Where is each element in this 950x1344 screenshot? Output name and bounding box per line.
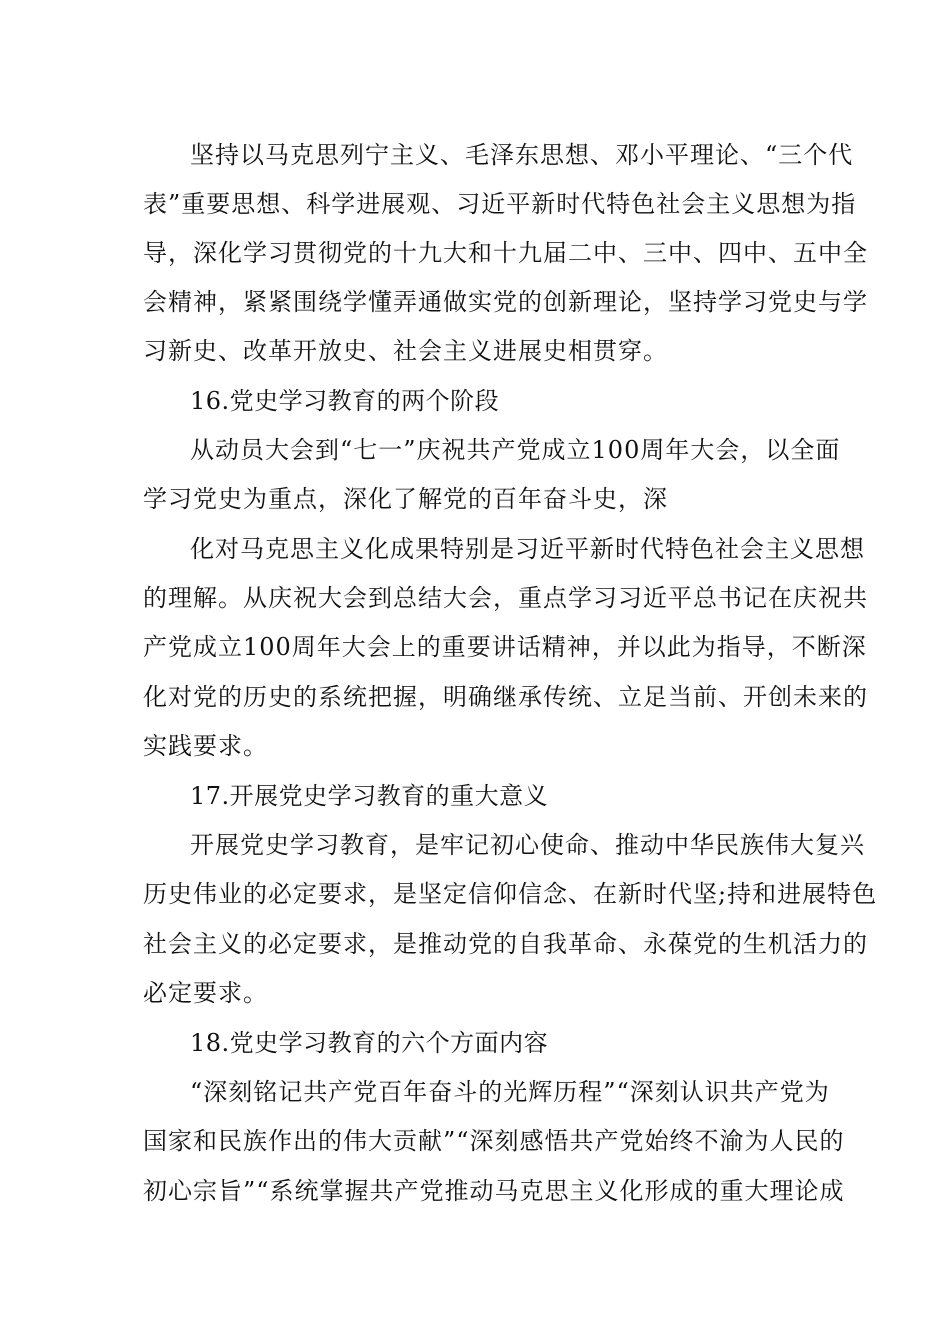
- paragraph-line: 实践要求。: [143, 732, 268, 760]
- paragraph-line: 坚持以马克思列宁主义、毛泽东思想、邓小平理论、“三个代: [190, 141, 854, 169]
- paragraph-line: 产党成立100周年大会上的重要讲话精神，并以此为指导，不断深: [143, 633, 867, 661]
- paragraph-line: 国家和民族作出的伟大贡献”“深刻感悟共产党始终不渝为人民的: [143, 1127, 845, 1155]
- paragraph-line: 化对党的历史的系统把握，明确继承传统、立足当前、开创未来的: [143, 683, 868, 711]
- paragraph-line: 开展党史学习教育，是牢记初心使命、推动中华民族伟大复兴: [190, 831, 865, 859]
- paragraph-line: 会精神，紧紧围绕学懂弄通做实党的创新理论，坚持学习党史与学: [143, 288, 868, 316]
- paragraph-line: 学习党史为重点，深化了解党的百年奋斗史，深: [143, 485, 668, 513]
- paragraph-line: 社会主义的必定要求，是推动党的自我革命、永葆党的生机活力的: [143, 930, 868, 958]
- paragraph-line: 从动员大会到“七一”庆祝共产党成立100周年大会，以全面: [190, 436, 841, 464]
- paragraph-line: 初心宗旨”“系统掌握共产党推动马克思主义化形成的重大理论成: [143, 1177, 845, 1205]
- paragraph-line: 习新史、改革开放史、社会主义进展史相贯穿。: [143, 337, 668, 365]
- paragraph-line: 表”重要思想、科学进展观、习近平新时代特色社会主义思想为指: [143, 190, 857, 218]
- paragraph-line: 必定要求。: [143, 979, 268, 1007]
- paragraph-line: “深刻铭记共产党百年奋斗的光辉历程”“深刻认识共产党为: [190, 1078, 830, 1106]
- paragraph-line: 导，深化学习贯彻党的十九大和十九届二中、三中、四中、五中全: [143, 239, 868, 267]
- paragraph-line: 化对马克思主义化成果特别是习近平新时代特色社会主义思想: [190, 535, 865, 563]
- paragraph-line: 历史伟业的必定要求，是坚定信仰信念、在新时代坚;持和进展特色: [143, 880, 878, 908]
- section-heading-18: 18.党史学习教育的六个方面内容: [190, 1029, 549, 1057]
- section-heading-16: 16.党史学习教育的两个阶段: [190, 387, 500, 415]
- section-heading-17: 17.开展党史学习教育的重大意义: [190, 782, 549, 810]
- paragraph-line: 的理解。从庆祝大会到总结大会，重点学习习近平总书记在庆祝共: [143, 584, 868, 612]
